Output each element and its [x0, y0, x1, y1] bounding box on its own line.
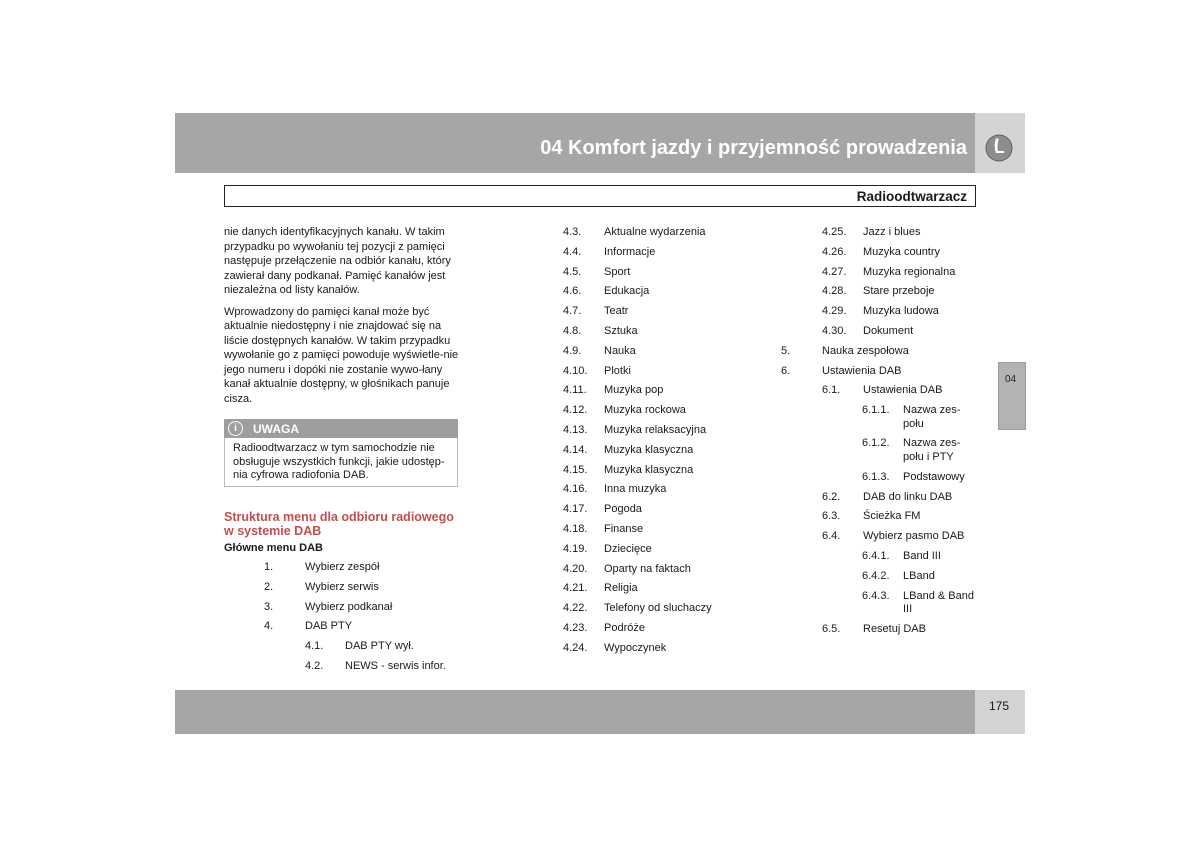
item-number: 4.6.: [563, 285, 582, 298]
list-item: [563, 503, 763, 523]
item-number: 4.19.: [563, 542, 588, 555]
list-item: [781, 266, 981, 286]
item-label: Inna muzyka: [604, 483, 667, 496]
item-label: DAB PTY: [305, 620, 353, 633]
list-item: [781, 325, 981, 345]
item-label: DAB do linku DAB: [863, 490, 953, 503]
list-item: [563, 345, 763, 365]
item-label: Plotki: [604, 364, 631, 377]
list-item: [224, 640, 462, 660]
list-item: [224, 620, 462, 640]
item-label: Muzyka rockowa: [604, 404, 686, 417]
item-number: 4.7.: [563, 305, 582, 318]
item-label: Aktualne wydarzenia: [604, 226, 706, 238]
item-number: 4.8.: [563, 324, 582, 337]
item-number: 5.: [781, 344, 791, 357]
item-label: DAB PTY wył.: [345, 640, 414, 653]
page-number: 175: [989, 699, 1010, 713]
item-label: Telefony od sluchaczy: [604, 602, 712, 615]
list-item: [781, 570, 981, 590]
item-number: 4.9.: [563, 344, 582, 357]
item-label: Wybierz podkanał: [305, 600, 393, 613]
list-item: [781, 550, 981, 570]
item-label: Wypoczynek: [604, 641, 667, 654]
item-label: Pogoda: [604, 503, 642, 516]
item-number: 4.2.: [305, 659, 324, 672]
item-number: 4.: [264, 620, 274, 633]
list-item: [224, 561, 462, 581]
item-label: LBand: [903, 569, 935, 582]
item-label: Dziecięce: [604, 542, 652, 555]
item-number: 6.4.3.: [862, 589, 890, 602]
item-number: 6.: [781, 364, 791, 377]
note-label: UWAGA: [253, 422, 299, 436]
list-item: [563, 325, 763, 345]
main-menu-list: [224, 561, 462, 680]
item-number: 4.20.: [563, 562, 588, 575]
footer-bar: [175, 690, 975, 734]
item-number: 4.24.: [563, 641, 588, 654]
list-item: [781, 471, 981, 491]
list-item: [563, 622, 763, 642]
list-item: [781, 491, 981, 511]
item-number: 4.18.: [563, 522, 588, 535]
item-number: 4.3.: [563, 226, 582, 238]
item-label: Wybierz serwis: [305, 580, 379, 593]
item-label: LBand & Band: [903, 589, 974, 602]
info-icon: i: [228, 421, 243, 436]
item-number: 4.14.: [563, 443, 588, 456]
list-item: [781, 404, 981, 437]
item-number: 1.: [264, 561, 274, 573]
item-number: 4.25.: [822, 226, 847, 238]
list-item: [224, 601, 462, 621]
item-number: 6.4.: [822, 530, 841, 543]
column-2: [563, 226, 763, 662]
item-number: 4.26.: [822, 245, 847, 258]
item-label-continued: połu: [903, 417, 924, 430]
list-item: [781, 226, 981, 246]
page-number-box: [975, 690, 1025, 734]
list-item: [563, 305, 763, 325]
item-number: 4.27.: [822, 265, 847, 278]
item-number: 4.30.: [822, 324, 847, 337]
list-item: [563, 563, 763, 583]
list-item: [563, 266, 763, 286]
item-label-continued: III: [903, 603, 913, 616]
chapter-icon-box: [975, 113, 1025, 173]
item-number: 6.5.: [822, 622, 841, 635]
item-number: 4.21.: [563, 582, 588, 595]
structure-title: Struktura menu dla odbioru radiowego w systemie DAB: [224, 509, 454, 538]
column-1: [224, 225, 462, 680]
item-label: Jazz i blues: [863, 226, 921, 238]
list-item: [563, 365, 763, 385]
item-label: Band III: [903, 549, 941, 562]
item-label: Ustawienia DAB: [863, 384, 943, 397]
list-item: [781, 510, 981, 530]
item-label: Muzyka regionalna: [863, 265, 956, 278]
item-label: Teatr: [604, 305, 629, 318]
note-text: Radioodtwarzacz w tym samochodzie nie obsługuje wszystkich funkcji, jakie udostęp-nia cyfrowa radiofonia DAB.: [224, 438, 458, 487]
list-item: [563, 523, 763, 543]
list-item: [563, 246, 763, 266]
item-label: Wybierz zespół: [305, 561, 380, 573]
item-number: 4.12.: [563, 404, 588, 417]
paragraph: nie danych identyfikacyjnych kanału. W takim przypadku po wywołaniu tej pozycji z pamięci następuje przełączenie na odbiór kanału, który zawierał dany podkanał. Pamięć kanałów jest niezależna od listy kanałów.: [224, 226, 451, 296]
chapter-side-tab: [998, 362, 1026, 430]
item-label: NEWS - serwis infor.: [345, 659, 446, 672]
item-label: Podróże: [604, 621, 645, 634]
item-label: Dokument: [863, 324, 914, 337]
item-label: Nazwa zes-: [903, 404, 961, 417]
side-tab-label: 04: [1005, 374, 1017, 385]
item-label: Sport: [604, 265, 631, 278]
item-number: 6.1.2.: [862, 437, 890, 450]
list-item: [563, 642, 763, 662]
chapter-header: [175, 113, 975, 173]
item-label: Oparty na faktach: [604, 562, 691, 575]
item-label: Nazwa zes-: [903, 437, 961, 450]
list-item: [781, 365, 981, 385]
item-label: Resetuj DAB: [863, 622, 926, 635]
list-item: [563, 602, 763, 622]
item-number: 4.10.: [563, 364, 588, 377]
item-number: 4.4.: [563, 245, 582, 258]
item-label: Stare przeboje: [863, 285, 935, 298]
list-item: [563, 384, 763, 404]
list-item: [224, 581, 462, 601]
column-3: [781, 226, 981, 643]
item-number: 6.1.3.: [862, 470, 890, 483]
item-label: Informacje: [604, 245, 656, 258]
list-item: [781, 623, 981, 643]
item-number: 3.: [264, 600, 274, 613]
item-label: Nauka zespołowa: [822, 344, 909, 357]
list-item: [563, 404, 763, 424]
list-item: [781, 530, 981, 550]
item-number: 2.: [264, 580, 274, 593]
item-number: 4.5.: [563, 265, 582, 278]
list-item: [563, 582, 763, 602]
item-number: 6.1.: [822, 384, 841, 397]
item-label: Sztuka: [604, 324, 638, 337]
list-item: [781, 590, 981, 623]
item-label: Edukacja: [604, 285, 650, 298]
item-label: Muzyka klasyczna: [604, 443, 694, 456]
list-item: [563, 543, 763, 563]
item-label: Muzyka country: [863, 245, 941, 258]
list-item: [781, 285, 981, 305]
list-item: [563, 483, 763, 503]
structure-subtitle: Główne menu DAB: [224, 541, 324, 554]
item-number: 4.16.: [563, 483, 588, 496]
item-number: 4.29.: [822, 305, 847, 318]
section-title-box: [224, 185, 976, 207]
list-item: [563, 464, 763, 484]
item-number: 4.13.: [563, 423, 588, 436]
item-label: Podstawowy: [903, 470, 965, 483]
note-header: [224, 419, 458, 438]
list-item: [563, 285, 763, 305]
item-label: Nauka: [604, 344, 636, 357]
list-item: [781, 305, 981, 325]
item-label: Ścieżka FM: [863, 510, 921, 523]
item-number: 4.1.: [305, 640, 324, 653]
list-item: [781, 384, 981, 404]
item-number: 6.2.: [822, 490, 841, 503]
item-number: 4.28.: [822, 285, 847, 298]
item-label: Muzyka pop: [604, 384, 664, 397]
item-label: Muzyka klasyczna: [604, 463, 694, 476]
list-item: [781, 437, 981, 470]
item-number: 4.22.: [563, 602, 588, 615]
list-item: [563, 444, 763, 464]
item-number: 4.15.: [563, 463, 588, 476]
item-label: Muzyka relaksacyjna: [604, 423, 707, 436]
item-label: Muzyka ludowa: [863, 305, 939, 318]
item-number: 6.4.1.: [862, 549, 890, 562]
item-number: 6.1.1.: [862, 404, 890, 417]
item-label: Wybierz pasmo DAB: [863, 530, 965, 543]
item-number: 6.4.2.: [862, 569, 890, 582]
note-box: [224, 419, 458, 487]
item-label-continued: połu i PTY: [903, 450, 954, 463]
item-number: 4.23.: [563, 621, 588, 634]
item-number: 4.17.: [563, 503, 588, 516]
list-item: [563, 226, 763, 246]
paragraph: Wprowadzony do pamięci kanał może być aktualnie niedostępny i nie znajdować się na liście dostępnych kanałów. W takim przypadku wywołanie go z pamięci powoduje wyświetle-nie jego numeru i dopóki nie zostanie wywo-łany kanał aktualnie dostępny, w głośnikach panuje cisza.: [224, 305, 459, 405]
list-item: [224, 660, 462, 680]
chapter-title: 04 Komfort jazdy i przyjemność prowadzenia: [540, 137, 967, 159]
list-item: [781, 246, 981, 266]
seat-icon: [985, 134, 1013, 162]
item-number: 6.3.: [822, 510, 841, 523]
item-number: 4.11.: [563, 384, 587, 397]
list-item: [781, 345, 981, 365]
item-label: Religia: [604, 582, 638, 595]
item-label: Ustawienia DAB: [822, 364, 902, 377]
section-title: Radioodtwarzacz: [856, 189, 967, 204]
item-label: Finanse: [604, 522, 644, 535]
list-item: [563, 424, 763, 444]
